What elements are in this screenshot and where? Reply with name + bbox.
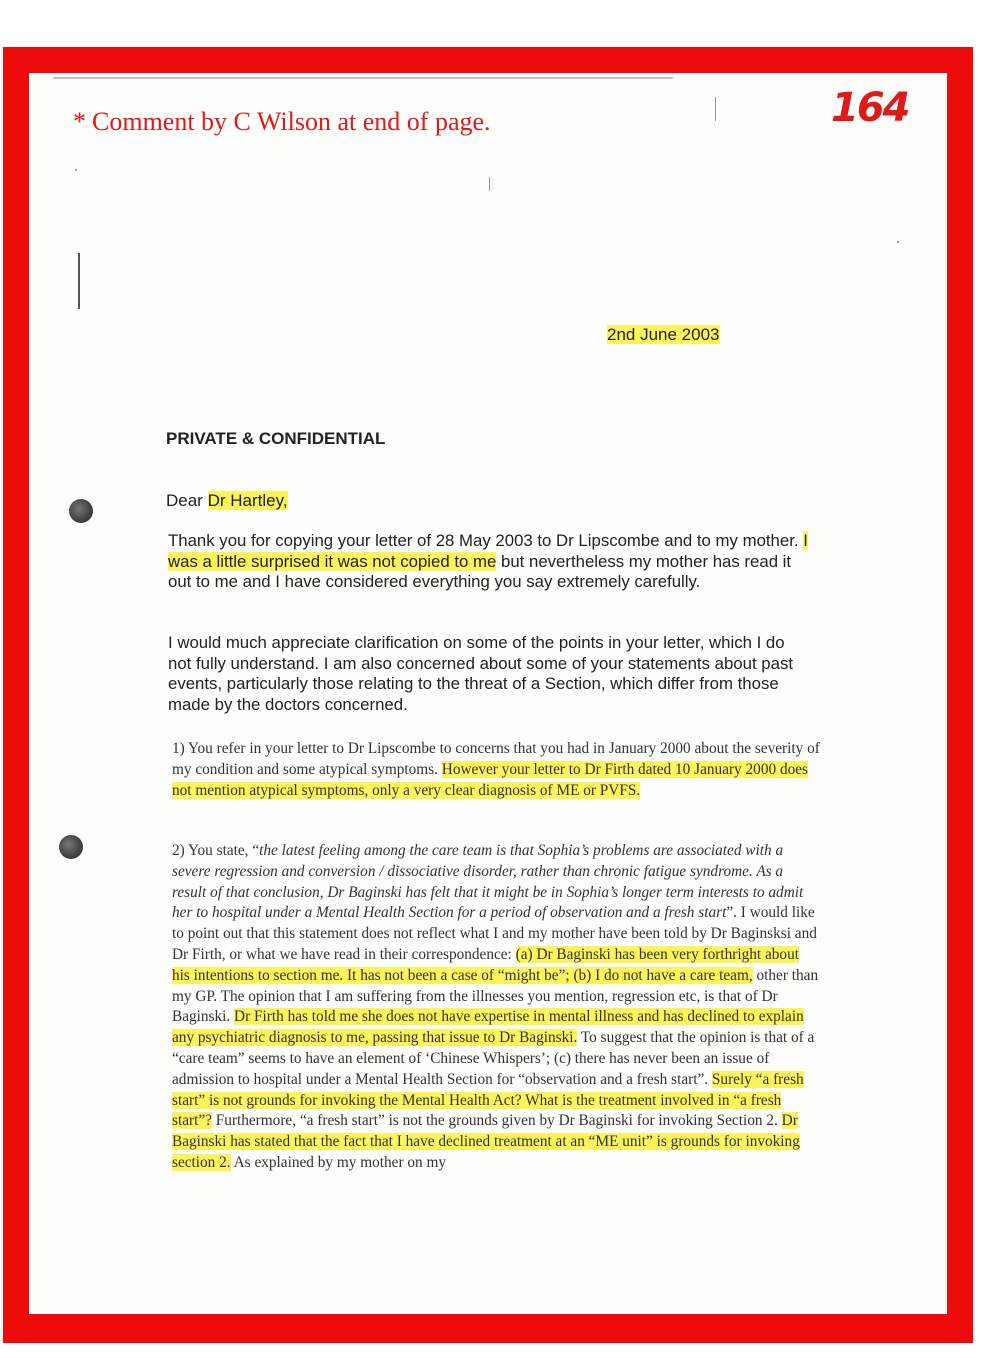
paragraph-3: 1) You refer in your letter to Dr Lipscombe to concerns that you had in January 2000 about the severity of my condition and some atypical symptoms. However your letter to Dr Firth dated 10 January 2000 does not mention atypical symptoms, only a very clear diagnosis of ME or PVFS. [172,740,820,799]
punch-hole-icon [69,499,93,523]
highlighted-name: Dr Hartley, [207,491,288,510]
scan-speck [75,169,77,171]
highlight: Dr Firth has told me she does not have expertise in mental illness and has declined to explain any psychiatric diagnosis to me, passing that issue to Dr Baginski. [172,1008,804,1047]
paragraph-2: I would much appreciate clarification on some of the points in your letter, which I do not fully understand. I am also concerned about some of your statements about past events, particularly those relating to the threat of a Section, which differ from those made by the doctors concerned. [168,633,794,714]
scan-speck [715,97,716,121]
highlight: However your letter to Dr Firth dated 10 January 2000 does not mention atypical symptoms, only a very clear diagnosis of ME or PVFS. [172,760,808,799]
letter-heading: PRIVATE & CONFIDENTIAL [166,429,386,448]
reviewer-comment [73,107,491,137]
quoted-text: the latest feeling among the care team is that Sophia’s problems are associated with a severe regression and conversion / dissociative disorder, rather than chronic fatigue syndrome. As a result of that conclusion, Dr Baginski has felt that it might be in Sophia’s longer term interests to admit her to hospital under a Mental Health Section for a period of observation and a fresh start [172,842,804,922]
scan-speck [897,241,899,243]
punch-hole-icon [59,835,83,859]
red-border-frame [3,47,973,1343]
paragraph-1: Thank you for copying your letter of 28 May 2003 to Dr Lipscombe and to my mother. I was a little surprised it was not copied to me but nevertheless my mother has read it out to me and I have considered everything you say extremely carefully. [168,531,808,592]
comment-text: Comment by C Wilson at end of page. [92,107,491,136]
letter-salutation: Dear Dr Hartley, [166,491,288,510]
scan-edge-line [53,77,673,79]
comment-marker: * [73,107,86,136]
page-number: 164 [831,85,909,131]
letter-date: 2nd June 2003 [607,325,720,344]
highlight: (a) Dr Baginski has been very forthright about his intentions to section me. It has not been a case of “might be”; (b) I do not have a care team, [172,945,799,984]
highlight: I was a little surprised it was not copied to me [168,531,808,571]
paragraph-4: 2) You state, “the latest feeling among the care team is that Sophia’s problems are associated with a severe regression and conversion / dissociative disorder, rather than chronic fatigue syndrome. As a result of that conclusion, Dr Baginski has felt that it might be in Sophia’s longer term interests to admit her to hospital under a Mental Health Section for a period of observation and a fresh start”. I would like to point out that this statement does not reflect what I and my mother have been told by Dr Baginsksi and Dr Firth, or what we have read in their correspondence: (a) Dr Baginski has been very forthright about his intentions to section me. It has not been a case of “might be”; (b) I do not have a care team, other than my GP. The opinion that I am suffering from the illnesses you mention, regression etc, is that of Dr Baginski. Dr Firth has told me she does not have expertise in mental illness and has declined to explain any psychiatric diagnosis to me, passing that issue to Dr Baginski. To suggest that the opinion is that of a “care team” seems to have an element of ‘Chinese Whispers’; (c) there has never been an issue of admission to hospital under a Mental Health Section for “observation and a fresh start”. Surely “a fresh start” is not grounds for invoking the Mental Health Act? What is the treatment involved in “a fresh start”? Furthermore, “a fresh start” is not the grounds given by Dr Baginski for invoking Section 2. Dr Baginski has stated that the fact that I have declined treatment at an “ME unit” is grounds for invoking section 2. As explained by my mother on my [172,842,819,1171]
scan-speck [489,177,490,191]
scanned-letter-page [29,73,947,1314]
highlight: Dr Baginski has stated that the fact that I have declined treatment at an “ME unit” is grounds for invoking section 2. [172,1112,800,1171]
highlight: Surely “a fresh start” is not grounds for invoking the Mental Health Act? What is the treatment involved in “a fresh start”? [172,1070,804,1130]
margin-mark [78,253,80,309]
